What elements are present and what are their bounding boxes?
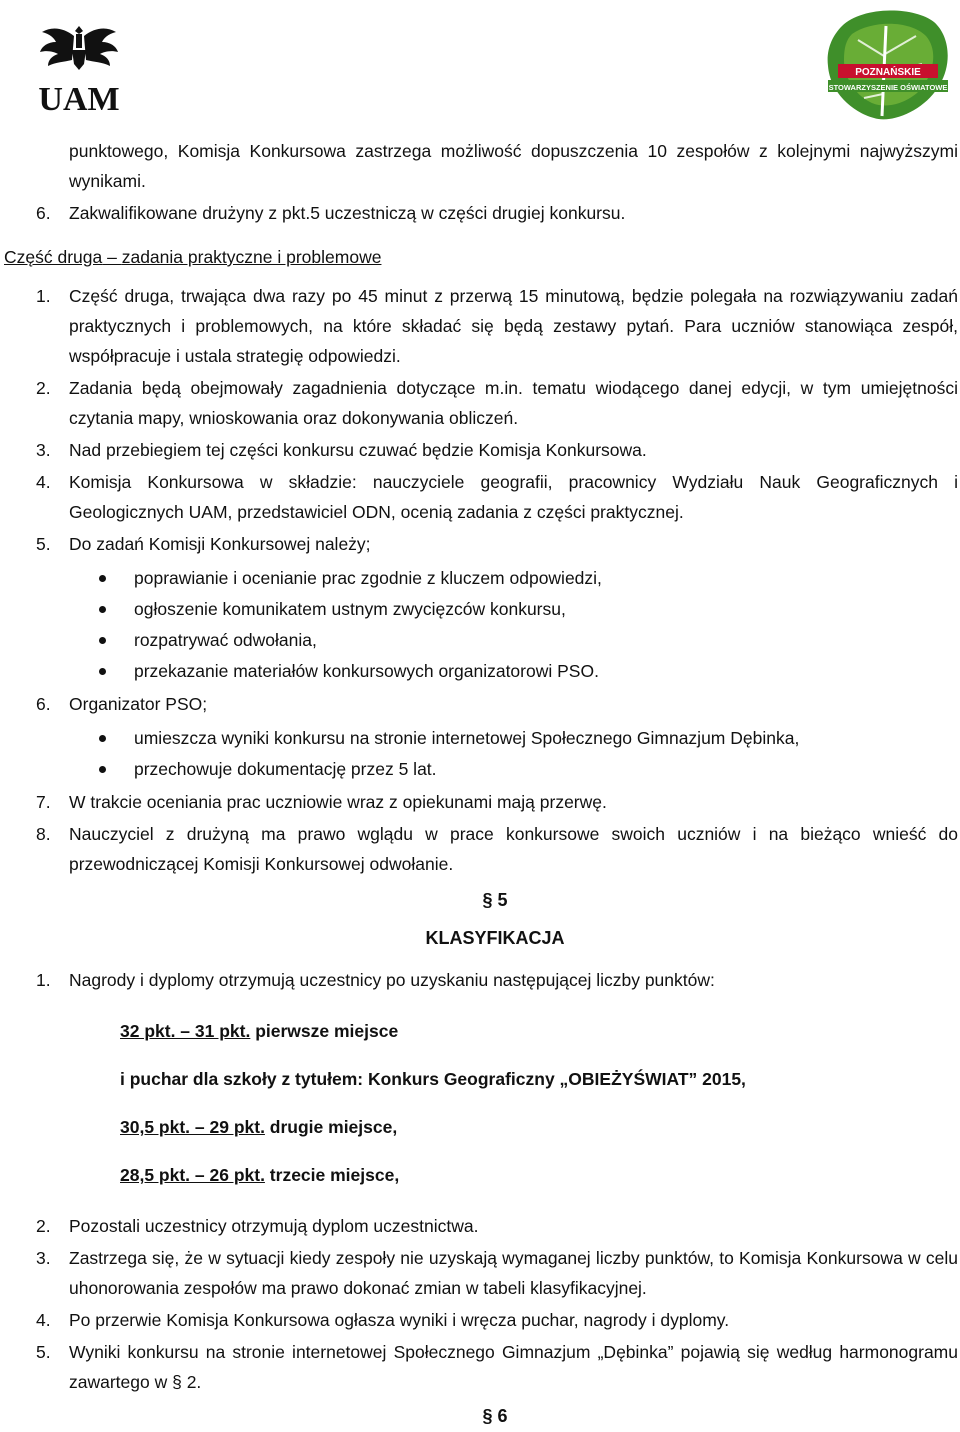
- prize-range: 28,5 pkt. – 26 pkt.: [120, 1165, 265, 1185]
- list-number: 1.: [36, 970, 51, 990]
- intro-continuation-text: punktowego, Komisja Konkursowa zastrzega możliwość dopuszczenia 10 zespołów z kolejnymi najwyższymi wynikami.: [69, 141, 958, 191]
- list-number: 1.: [36, 286, 51, 306]
- list-item: [0, 819, 960, 879]
- list-number: 6.: [36, 203, 51, 223]
- list-item: [0, 689, 960, 719]
- list-item: [0, 965, 960, 995]
- bullet-text: przechowuje dokumentację przez 5 lat.: [134, 759, 437, 779]
- bullet-text: rozpatrywać odwołania,: [134, 630, 317, 650]
- list-number: 5.: [36, 534, 51, 554]
- section-5-heading: § 5: [482, 890, 508, 910]
- section-6-heading: § 6: [482, 1406, 508, 1426]
- list-text: Pozostali uczestnicy otrzymują dyplom uczestnictwa.: [69, 1216, 479, 1236]
- bullet-item: [0, 656, 960, 687]
- bullet-text: ogłoszenie komunikatem ustnym zwycięzców konkursu,: [134, 599, 566, 619]
- prize-first: [0, 1017, 960, 1045]
- prize-label: drugie miejsce,: [264, 1117, 398, 1137]
- list-item: [0, 1243, 960, 1303]
- bullet-item: [0, 594, 960, 625]
- list-number: 4.: [36, 472, 51, 492]
- bullet-item: [0, 563, 960, 594]
- list-item: [0, 1337, 960, 1397]
- prize-label: pierwsze miejsce: [250, 1021, 399, 1041]
- list-number: 2.: [36, 1216, 51, 1236]
- list-text: Nagrody i dyplomy otrzymują uczestnicy po uzyskaniu następującej liczby punktów:: [69, 970, 715, 990]
- bullet-text: przekazanie materiałów konkursowych organizatorowi PSO.: [134, 661, 599, 681]
- list-text: Organizator PSO;: [69, 694, 208, 714]
- bullet-text: umieszcza wyniki konkursu na stronie internetowej Społecznego Gimnazjum Dębinka,: [134, 728, 800, 748]
- uam-logo: [36, 20, 122, 116]
- list-item: [0, 1211, 960, 1241]
- list-text: Nad przebiegiem tej części konkursu czuwać będzie Komisja Konkursowa.: [69, 440, 647, 460]
- bullet-icon: [99, 637, 106, 644]
- list-number: 2.: [36, 378, 51, 398]
- list-number: 3.: [36, 1248, 51, 1268]
- list-item: [0, 373, 960, 433]
- prize-range: 30,5 pkt. – 29 pkt.: [120, 1117, 265, 1137]
- list-text: Zadania będą obejmowały zagadnienia dotyczące m.in. tematu wiodącego danej edycji, w tym umiejętności czytania mapy, wnioskowania oraz dokonywania obliczeń.: [69, 378, 958, 428]
- commission-duties-list: [0, 563, 960, 687]
- list-text: Zakwalifikowane drużyny z pkt.5 uczestniczą w części drugiej konkursu.: [69, 203, 626, 223]
- organizer-duties-list: [0, 723, 960, 785]
- prize-third: [0, 1161, 960, 1189]
- list-number: 5.: [36, 1342, 51, 1362]
- part-two-title-b: zadania praktyczne i problemowe: [121, 247, 382, 267]
- list-text: Do zadań Komisji Konkursowej należy;: [69, 534, 371, 554]
- prize-second: [0, 1113, 960, 1141]
- prize-range: 32 pkt. – 31 pkt.: [120, 1021, 251, 1041]
- bullet-icon: [99, 606, 106, 613]
- list-item: [0, 435, 960, 465]
- list-number: 3.: [36, 440, 51, 460]
- prize-label: trzecie miejsce,: [264, 1165, 400, 1185]
- bullet-icon: [99, 766, 106, 773]
- intro-continuation: [0, 136, 960, 196]
- list-number: 6.: [36, 694, 51, 714]
- list-number: 7.: [36, 792, 51, 812]
- document-body: [0, 136, 960, 1431]
- part-two-title-dash: –: [102, 247, 122, 267]
- section-5-title: KLASYFIKACJA: [425, 928, 565, 948]
- bullet-text: poprawianie i ocenianie prac zgodnie z kluczem odpowiedzi,: [134, 568, 602, 588]
- pso-logo: [822, 6, 954, 126]
- list-text: Komisja Konkursowa w składzie: nauczyciele geografii, pracownicy Wydziału Nauk Geograficznych i Geologicznych UAM, przedstawiciel ODN, ocenią zadania z części praktycznej.: [69, 472, 958, 522]
- list-number: 4.: [36, 1310, 51, 1330]
- intro-item-6: [0, 198, 960, 228]
- list-number: 8.: [36, 824, 51, 844]
- prize-first-extra: [0, 1065, 960, 1093]
- list-text: Zastrzega się, że w sytuacji kiedy zespoły nie uzyskają wymaganej liczby punktów, to Komisja Konkursowa w celu uhonorowania zespołów ma prawo dokonać zmian w tabeli klasyfikacyjnej.: [69, 1248, 958, 1298]
- part-two-title: [0, 242, 960, 272]
- uam-logo-text: UAM: [38, 81, 120, 116]
- list-item: [0, 1305, 960, 1335]
- list-text: Po przerwie Komisja Konkursowa ogłasza wyniki i wręcza puchar, nagrody i dyplomy.: [69, 1310, 730, 1330]
- list-item: [0, 281, 960, 371]
- list-text: Nauczyciel z drużyną ma prawo wglądu w prace konkursowe swoich uczniów i na bieżąco wnieść do przewodniczącej Komisji Konkursowej odwołanie.: [69, 824, 958, 874]
- bullet-item: [0, 625, 960, 656]
- list-text: Wyniki konkursu na stronie internetowej Społecznego Gimnazjum „Dębinka” pojawią się według harmonogramu zawartego w § 2.: [69, 1342, 958, 1392]
- bullet-icon: [99, 735, 106, 742]
- bullet-item: [0, 723, 960, 754]
- list-item: [0, 787, 960, 817]
- pso-logo-line2: STOWARZYSZENIE OŚWIATOWE: [828, 83, 948, 92]
- list-text: Część druga, trwająca dwa razy po 45 minut z przerwą 15 minutową, będzie polegała na rozwiązywaniu zadań praktycznych i problemowych, na które składać się będą zestawy pytań. Para uczniów stanowiąca zespół, współpracuje i ustala strategię odpowiedzi.: [69, 286, 958, 366]
- bullet-item: [0, 754, 960, 785]
- bullet-icon: [99, 668, 106, 675]
- list-item: [0, 467, 960, 527]
- pso-logo-line1: POZNAŃSKIE: [855, 67, 921, 78]
- prize-extra-text: i puchar dla szkoły z tytułem: Konkurs Geograficzny „OBIEŻYŚWIAT” 2015,: [120, 1069, 746, 1089]
- list-item: [0, 529, 960, 559]
- part-two-title-a: Część druga: [4, 247, 103, 267]
- bullet-icon: [99, 575, 106, 582]
- list-text: W trakcie oceniania prac uczniowie wraz z opiekunami mają przerwę.: [69, 792, 607, 812]
